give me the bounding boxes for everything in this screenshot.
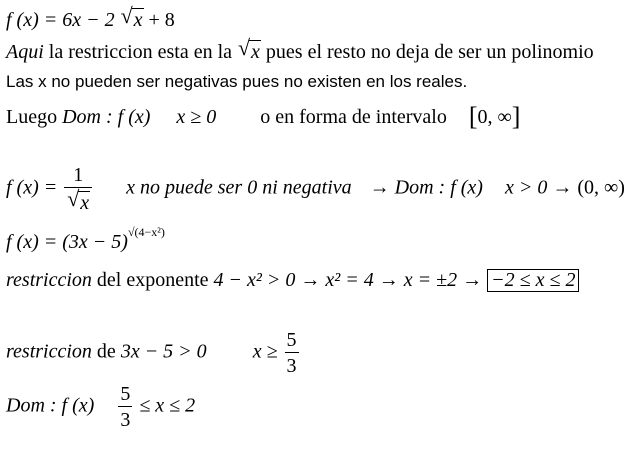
restriccion-word: restriccion [6, 269, 92, 291]
arrow: → [552, 176, 573, 199]
line-9-final-domain [6, 384, 195, 430]
condition: x ≥ 0 [176, 106, 217, 128]
sqrt-x [67, 191, 90, 213]
radicand: x [133, 9, 143, 31]
restriccion-word: restriccion [6, 340, 92, 363]
line-3-note: Las x no pueden ser negativas pues no existen en los reales. [6, 72, 468, 91]
denominator [64, 187, 92, 213]
numerator: 5 [286, 329, 297, 351]
line1-lhs: f (x) = 6x − 2 [6, 9, 115, 31]
line-6-power [6, 225, 165, 253]
line2-text-b: pues el resto no deja de ser un polinomio [260, 41, 594, 63]
sqrt-x [238, 40, 261, 62]
fraction [285, 330, 299, 376]
line1-rhs: + 8 [148, 9, 175, 31]
equation-chain: 4 − x² > 0 → x² = 4 → x = ±2 → [213, 269, 483, 291]
line2-text-a: la restriccion esta en la [43, 41, 238, 63]
line-1-function [6, 8, 175, 30]
sqrt-x [121, 8, 144, 30]
dom-label: Dom : f (x) [6, 394, 95, 417]
interval: (0, ∞) [577, 176, 625, 199]
denominator: 3 [118, 406, 132, 430]
denominator: 3 [285, 352, 299, 376]
line-8-base-restriction [6, 330, 301, 376]
aqui-word: Aqui [6, 41, 44, 63]
interval-text: o en forma de intervalo [260, 106, 447, 128]
boxed-text: −2 ≤ x ≤ 2 [491, 269, 576, 291]
line-2-explanation [6, 40, 594, 62]
numerator: 1 [73, 164, 84, 186]
line8-text: de [91, 340, 121, 363]
interval: 0, ∞ [477, 106, 512, 128]
line7-text: del exponente [91, 269, 214, 291]
condition: x > 0 [504, 176, 548, 199]
exponent: √(4−x²) [127, 225, 165, 239]
fraction [64, 165, 92, 213]
line6-lhs: f (x) = (3x − 5) [6, 231, 128, 253]
line-5-reciprocal [6, 165, 625, 213]
radicand: x [251, 41, 260, 63]
dom-label: Dom : f (x) [62, 106, 151, 128]
line5-lhs: f (x) = [6, 176, 58, 199]
inequality: 3x − 5 > 0 [120, 340, 207, 363]
x-geq: x ≥ [252, 340, 278, 363]
arrow: → [369, 176, 390, 199]
open-bracket: [ [468, 102, 478, 131]
dom-label: Dom : f (x) [394, 176, 483, 199]
radicand: x [80, 192, 90, 214]
boxed-result [487, 269, 579, 292]
line-4-domain [6, 104, 520, 130]
numerator: 5 [120, 383, 131, 405]
close-bracket: ] [511, 102, 521, 131]
luego-word: Luego [6, 106, 63, 128]
line-7-exponent-restriction [6, 269, 579, 292]
restriction-note: x no puede ser 0 ni negativa [126, 176, 352, 199]
fraction [118, 384, 132, 430]
range: ≤ x ≤ 2 [139, 394, 196, 417]
